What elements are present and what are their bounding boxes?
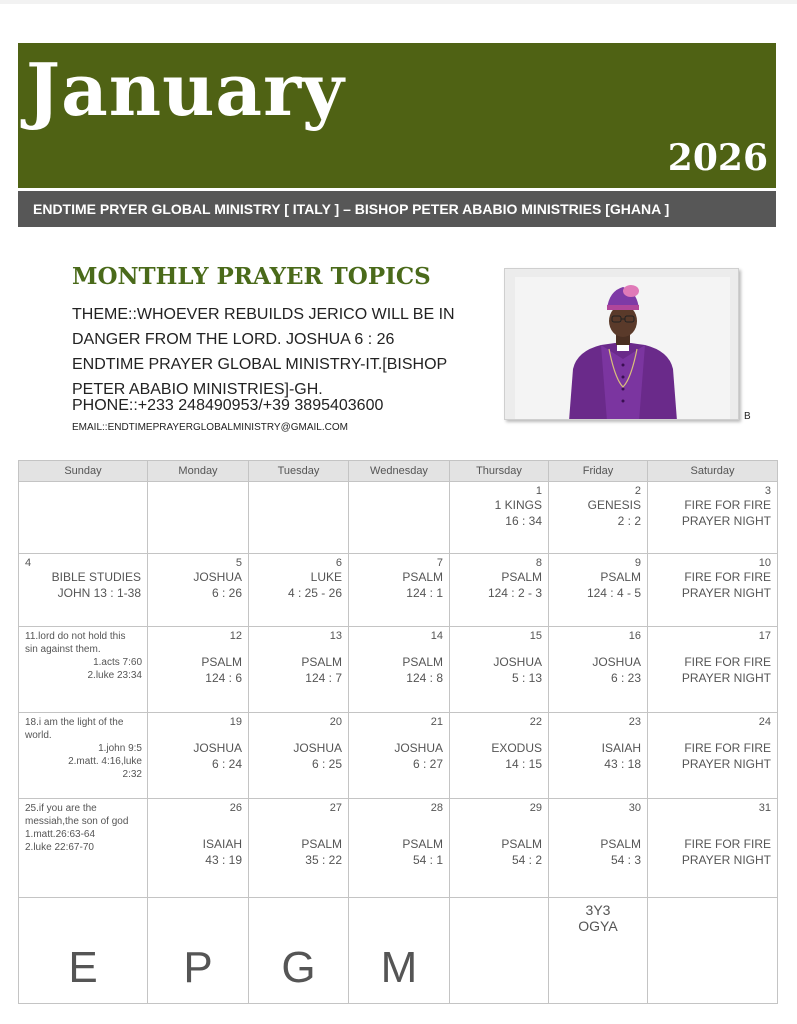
- day-cell: [349, 799, 450, 898]
- day-cell: [19, 713, 148, 799]
- reading-book: JOSHUA: [293, 741, 342, 755]
- reading-verse: 124 : 8: [406, 671, 443, 685]
- ogya-line: OGYA: [578, 918, 618, 934]
- email-line: EMAIL::ENDTIMEPRAYERGLOBALMINISTRY@GMAIL.COM: [72, 422, 348, 433]
- weekday-label: Saturday: [648, 461, 778, 482]
- day-cell: [19, 627, 148, 713]
- photo-caption-mark: B: [744, 411, 751, 422]
- week-row: [19, 898, 778, 1004]
- note-reference: 1.john 9:5: [98, 743, 142, 754]
- event-title: FIRE FOR FIRE: [684, 741, 771, 755]
- day-number: 24: [758, 716, 771, 728]
- event-title: FIRE FOR FIRE: [684, 655, 771, 669]
- initial-letter: E: [68, 943, 98, 992]
- reading-book: JOSHUA: [592, 655, 641, 669]
- reading-book: EXODUS: [491, 741, 542, 755]
- event-subtitle: PRAYER NIGHT: [681, 514, 771, 528]
- bishop-portrait-illustration: [505, 269, 739, 420]
- reading-book: PSALM: [501, 570, 542, 584]
- weekday-label: Wednesday: [349, 461, 450, 482]
- note-reference: 2:32: [122, 769, 142, 780]
- weekday-label: Sunday: [19, 461, 148, 482]
- day-number: 15: [529, 630, 542, 642]
- day-cell: [648, 554, 778, 627]
- day-cell: [249, 898, 349, 1004]
- ministry-line: PETER ABABIO MINISTRIES]-GH.: [72, 381, 323, 398]
- reading-book: JOSHUA: [193, 741, 242, 755]
- reading-verse: 35 : 22: [305, 853, 342, 867]
- ministry-strip: ENDTIME PRYER GLOBAL MINISTRY [ ITALY ] – BISHOP PETER ABABIO MINISTRIES [GHANA ]: [18, 191, 776, 227]
- reading-book: JOSHUA: [493, 655, 542, 669]
- event-subtitle: PRAYER NIGHT: [681, 757, 771, 771]
- day-cell: [549, 627, 648, 713]
- reading-book: PSALM: [301, 655, 342, 669]
- day-cell: [450, 799, 549, 898]
- reading-verse: 14 : 15: [505, 757, 542, 771]
- day-number: 22: [529, 716, 542, 728]
- note-line: 11.lord do not hold this: [25, 631, 126, 642]
- day-cell: [148, 713, 249, 799]
- reading-book: PSALM: [201, 655, 242, 669]
- reading-book: PSALM: [301, 837, 342, 851]
- reading-book: PSALM: [501, 837, 542, 851]
- reading-verse: 54 : 3: [610, 853, 641, 867]
- bishop-photo: [504, 268, 739, 420]
- weekday-label: Thursday: [450, 461, 549, 482]
- reading-verse: 124 : 1: [406, 586, 443, 600]
- initial-letter: G: [281, 943, 316, 992]
- day-number: 4: [25, 557, 32, 569]
- initial-letter: P: [183, 943, 213, 992]
- day-cell: [349, 554, 450, 627]
- reading-verse: 4 : 25 - 26: [287, 586, 342, 600]
- day-cell: [148, 554, 249, 627]
- day-number: 27: [329, 802, 342, 814]
- day-cell-empty: [648, 898, 778, 1004]
- month-banner: [18, 43, 776, 188]
- weekday-label: Tuesday: [249, 461, 349, 482]
- day-number: 9: [634, 557, 641, 569]
- reading-book: GENESIS: [587, 498, 641, 512]
- reading-verse: 2 : 2: [617, 514, 641, 528]
- day-cell: [549, 482, 648, 554]
- day-number: 20: [329, 716, 342, 728]
- reading-verse: 6 : 25: [311, 757, 342, 771]
- ogya-note: [549, 898, 647, 934]
- day-cell-empty: [148, 482, 249, 554]
- reading-verse: 43 : 18: [604, 757, 641, 771]
- reading-verse: 124 : 6: [205, 671, 242, 685]
- day-cell: [249, 799, 349, 898]
- week-row: [19, 482, 778, 554]
- theme-line: DANGER FROM THE LORD. JOSHUA 6 : 26: [72, 331, 395, 348]
- day-number: 12: [229, 630, 242, 642]
- reading-book: ISAIAH: [601, 741, 641, 755]
- day-number: 28: [430, 802, 443, 814]
- note-reference: 1.matt.26:63-64: [25, 829, 96, 840]
- day-cell: [450, 713, 549, 799]
- note-reference: 2.luke 22:67-70: [25, 842, 94, 853]
- day-cell-empty: [450, 898, 549, 1004]
- note-line: messiah,the son of god: [25, 816, 129, 827]
- day-number: 1: [535, 485, 542, 497]
- reading-verse: JOHN 13 : 1-38: [57, 586, 141, 600]
- day-cell: [19, 898, 148, 1004]
- day-number: 8: [535, 557, 542, 569]
- day-cell: [549, 898, 648, 1004]
- weekday-label: Monday: [148, 461, 249, 482]
- day-cell: [648, 482, 778, 554]
- reading-book: ISAIAH: [202, 837, 242, 851]
- reading-book: JOSHUA: [394, 741, 443, 755]
- day-cell: [148, 627, 249, 713]
- prayer-note: [19, 799, 147, 854]
- day-number: 29: [529, 802, 542, 814]
- ministry-line: ENDTIME PRAYER GLOBAL MINISTRY-IT.[BISHOP: [72, 356, 448, 373]
- day-cell: [450, 482, 549, 554]
- reading-book: PSALM: [600, 570, 641, 584]
- day-number: 30: [628, 802, 641, 814]
- day-cell: [349, 898, 450, 1004]
- day-cell: [19, 799, 148, 898]
- day-number: 31: [758, 802, 771, 814]
- reading-book: PSALM: [402, 570, 443, 584]
- day-cell: [450, 627, 549, 713]
- day-cell: [549, 799, 648, 898]
- note-reference: 2.luke 23:34: [87, 670, 142, 681]
- event-subtitle: PRAYER NIGHT: [681, 853, 771, 867]
- day-cell: [549, 554, 648, 627]
- day-cell: [648, 713, 778, 799]
- reading-verse: 6 : 24: [211, 757, 242, 771]
- prayer-note: [19, 627, 147, 682]
- week-row: [19, 554, 778, 627]
- day-number: 16: [628, 630, 641, 642]
- reading-verse: 43 : 19: [205, 853, 242, 867]
- day-cell: [648, 799, 778, 898]
- day-number: 3: [764, 485, 771, 497]
- day-number: 14: [430, 630, 443, 642]
- week-row: [19, 799, 778, 898]
- reading-verse: 6 : 27: [412, 757, 443, 771]
- day-number: 10: [758, 557, 771, 569]
- reading-verse: 54 : 2: [511, 853, 542, 867]
- weekday-label: Friday: [549, 461, 648, 482]
- initial-letter: M: [380, 943, 418, 992]
- phone-line: PHONE::+233 248490953/+39 3895403600: [72, 397, 384, 414]
- day-cell: [19, 554, 148, 627]
- event-subtitle: PRAYER NIGHT: [681, 586, 771, 600]
- event-title: FIRE FOR FIRE: [684, 498, 771, 512]
- day-number: 23: [628, 716, 641, 728]
- weekday-header: [19, 461, 778, 482]
- reading-book: PSALM: [402, 837, 443, 851]
- day-cell: [349, 627, 450, 713]
- reading-book: 1 KINGS: [494, 498, 542, 512]
- day-cell: [549, 713, 648, 799]
- ogya-line: 3Y3: [585, 902, 611, 918]
- day-number: 5: [235, 557, 242, 569]
- reading-book: PSALM: [600, 837, 641, 851]
- day-number: 7: [436, 557, 443, 569]
- theme-block: [72, 302, 487, 402]
- theme-line: THEME::WHOEVER REBUILDS JERICO WILL BE IN: [72, 306, 455, 323]
- reading-book: LUKE: [310, 570, 342, 584]
- day-number: 19: [229, 716, 242, 728]
- reading-verse: 16 : 34: [505, 514, 542, 528]
- reading-verse: 124 : 4 - 5: [586, 586, 641, 600]
- day-cell: [249, 554, 349, 627]
- day-number: 13: [329, 630, 342, 642]
- note-line: sin against them.: [25, 644, 101, 655]
- event-title: FIRE FOR FIRE: [684, 837, 771, 851]
- day-cell-empty: [349, 482, 450, 554]
- day-number: 2: [634, 485, 641, 497]
- reading-verse: 5 : 13: [511, 671, 542, 685]
- topics-heading: MONTHLY PRAYER TOPICS: [72, 263, 431, 290]
- note-line: 18.i am the light of the: [25, 717, 124, 728]
- day-number: 6: [335, 557, 342, 569]
- prayer-note: [19, 713, 147, 781]
- week-row: [19, 627, 778, 713]
- day-cell: [249, 627, 349, 713]
- event-subtitle: PRAYER NIGHT: [681, 671, 771, 685]
- reading-verse: 54 : 1: [412, 853, 443, 867]
- top-rule: [0, 0, 797, 4]
- day-cell-empty: [19, 482, 148, 554]
- day-cell: [648, 627, 778, 713]
- reading-verse: 124 : 2 - 3: [487, 586, 542, 600]
- day-cell: [349, 713, 450, 799]
- day-cell: [450, 554, 549, 627]
- day-cell: [148, 898, 249, 1004]
- week-row: [19, 713, 778, 799]
- day-cell: [148, 799, 249, 898]
- event-title: BIBLE STUDIES: [51, 570, 141, 584]
- reading-book: PSALM: [402, 655, 443, 669]
- reading-verse: 124 : 7: [305, 671, 342, 685]
- day-number: 21: [430, 716, 443, 728]
- day-cell: [249, 713, 349, 799]
- day-number: 17: [758, 630, 771, 642]
- reading-verse: 6 : 26: [211, 586, 242, 600]
- day-number: 26: [229, 802, 242, 814]
- year-label: 2026: [667, 137, 768, 179]
- day-cell-empty: [249, 482, 349, 554]
- note-line: world.: [25, 730, 52, 741]
- note-line: 25.if you are the: [25, 803, 97, 814]
- month-title: January: [26, 47, 345, 132]
- reading-book: JOSHUA: [193, 570, 242, 584]
- note-reference: 1.acts 7:60: [93, 657, 142, 668]
- calendar-grid: [18, 460, 778, 1004]
- reading-verse: 6 : 23: [610, 671, 641, 685]
- note-reference: 2.matt. 4:16,luke: [68, 756, 142, 767]
- event-title: FIRE FOR FIRE: [684, 570, 771, 584]
